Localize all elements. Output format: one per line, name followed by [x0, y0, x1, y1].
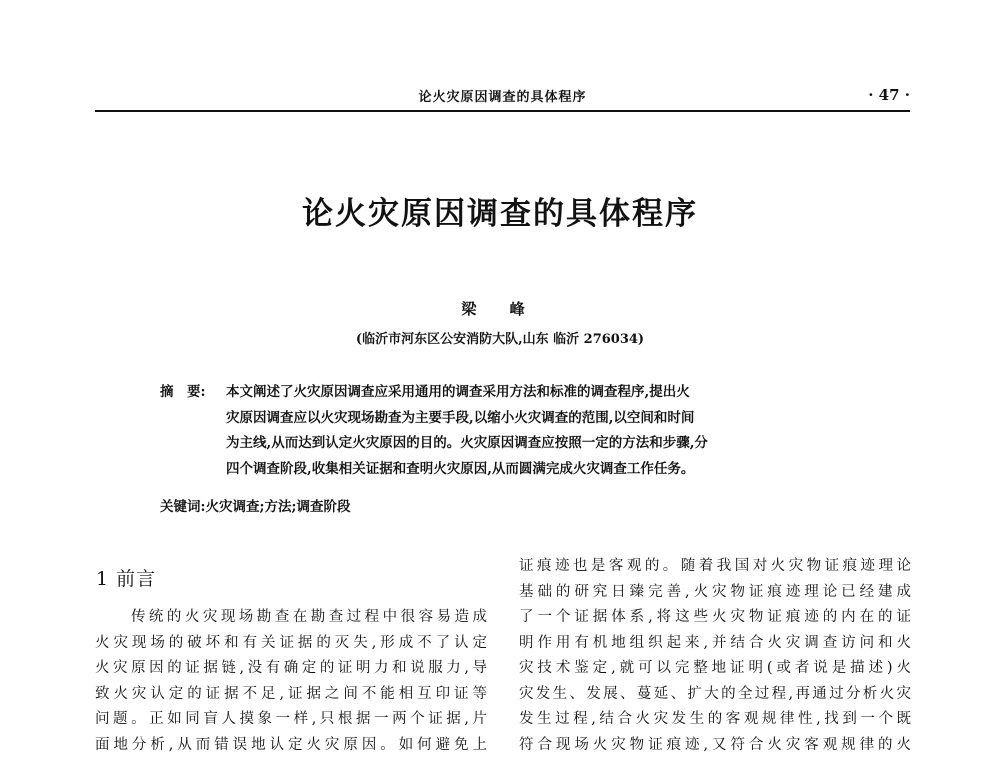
body-line: 火灾现场的破坏和有关证据的灭失,形成不了认定 [95, 634, 487, 651]
running-title: 论火灾原因调查的具体程序 [418, 90, 587, 105]
left-column [95, 605, 487, 758]
running-header [95, 86, 910, 108]
body-line: 证痕迹也是客观的。随着我国对火灾物证痕迹理论 [519, 558, 911, 574]
abstract-line: 灾原因调查应以火灾现场勘查为主要手段,以缩小火灾调查的范围,以空间和时间 [226, 409, 695, 426]
body-line: 发生过程,结合火灾发生的客观规律性,找到一个既 [519, 711, 911, 727]
page-number: · 47 · [868, 86, 910, 104]
abstract-line: 本文阐述了火灾原因调查应采用通用的调查采用方法和标准的调查程序,提出火 [226, 384, 690, 400]
body-line: 传统的火灾现场勘查在勘查过程中很容易造成 [95, 609, 487, 625]
body-line: 基础的研究日臻完善,火灾物证痕迹理论已经建成 [519, 583, 911, 600]
header-rule [95, 110, 910, 112]
abstract-body [226, 380, 840, 482]
abstract [160, 380, 840, 482]
body-line: 火灾原因的证据链,没有确定的证明力和说服力,导 [95, 660, 487, 676]
abstract-label: 摘 要: [160, 384, 206, 400]
right-column [519, 554, 911, 758]
body-line: 灾发生、发展、蔓延、扩大的全过程,再通过分析火灾 [519, 685, 911, 702]
abstract-line: 四个调查阶段,收集相关证据和查明火灾原因,从而圆满完成火灾调查工作任务。 [226, 460, 695, 477]
body-line: 明作用有机地组织起来,并结合火灾调查访问和火 [519, 634, 911, 651]
body-line: 问题。正如同盲人摸象一样,只根据一两个证据,片 [95, 711, 487, 727]
keywords [160, 495, 350, 515]
body-line: 了一个证据体系,将这些火灾物证痕迹的内在的证 [519, 609, 911, 625]
body-line: 面地分析,从而错误地认定火灾原因。如何避免上 [95, 736, 487, 753]
body-line: 灾技术鉴定,就可以完整地证明(或者说是描述)火 [519, 660, 911, 676]
author-name: 梁 峰 [461, 300, 539, 318]
abstract-line: 为主线,从而达到认定火灾原因的目的。火灾原因调查应按照一定的方法和步骤,分 [226, 435, 708, 451]
keywords-text: 火灾调查;方法;调查阶段 [205, 499, 351, 515]
keywords-label: 关键词: [160, 499, 206, 515]
author-affiliation: (临沂市河东区公安消防大队,山东 临沂 276034) [355, 332, 645, 347]
paper-title: 论火灾原因调查的具体程序 [302, 196, 698, 232]
body-line: 致火灾认定的证据不足,证据之间不能相互印证等 [95, 685, 487, 702]
section-heading: 1 前言 [96, 568, 157, 590]
body-line: 符合现场火灾物证痕迹,又符合火灾客观规律的火 [519, 736, 911, 753]
